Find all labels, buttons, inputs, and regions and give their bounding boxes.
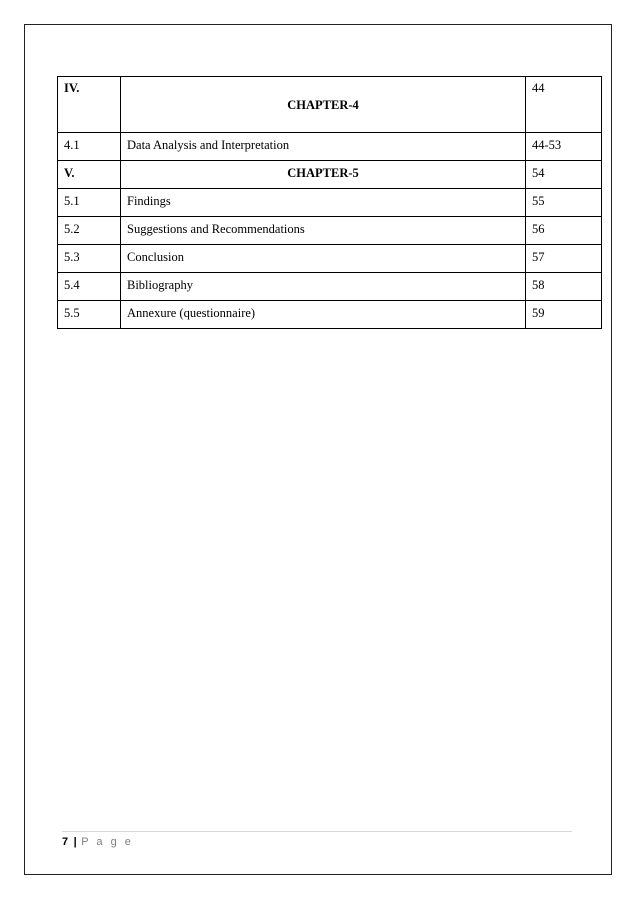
section-page: 56 xyxy=(526,217,602,245)
chapter-number: IV. xyxy=(58,77,121,133)
table-row xyxy=(58,133,602,161)
section-title: Annexure (questionnaire) xyxy=(121,301,526,329)
table-row xyxy=(58,189,602,217)
chapter-5-row xyxy=(58,161,602,189)
section-page: 55 xyxy=(526,189,602,217)
chapter-number: V. xyxy=(58,161,121,189)
section-number: 4.1 xyxy=(58,133,121,161)
chapter-title: CHAPTER-4 xyxy=(287,98,359,112)
section-number: 5.1 xyxy=(58,189,121,217)
page-number: 7 xyxy=(62,836,70,848)
table-row xyxy=(58,273,602,301)
page-label: P a g e xyxy=(81,836,134,848)
page-footer xyxy=(62,836,133,848)
table-of-contents xyxy=(57,76,602,329)
section-page: 59 xyxy=(526,301,602,329)
chapter-page: 54 xyxy=(526,161,602,189)
section-number: 5.5 xyxy=(58,301,121,329)
table-row xyxy=(58,245,602,273)
footer-separator: | xyxy=(73,836,79,848)
section-title: Data Analysis and Interpretation xyxy=(121,133,526,161)
chapter-page: 44 xyxy=(526,77,602,133)
section-number: 5.2 xyxy=(58,217,121,245)
section-title: Bibliography xyxy=(121,273,526,301)
section-page: 44-53 xyxy=(526,133,602,161)
section-number: 5.4 xyxy=(58,273,121,301)
table-row xyxy=(58,217,602,245)
section-page: 58 xyxy=(526,273,602,301)
chapter-title: CHAPTER-5 xyxy=(121,161,526,189)
section-page: 57 xyxy=(526,245,602,273)
footer-divider xyxy=(62,831,572,832)
section-number: 5.3 xyxy=(58,245,121,273)
table-row xyxy=(58,301,602,329)
chapter-title-cell xyxy=(121,77,526,133)
section-title: Conclusion xyxy=(121,245,526,273)
chapter-4-row xyxy=(58,77,602,133)
section-title: Suggestions and Recommendations xyxy=(121,217,526,245)
section-title: Findings xyxy=(121,189,526,217)
